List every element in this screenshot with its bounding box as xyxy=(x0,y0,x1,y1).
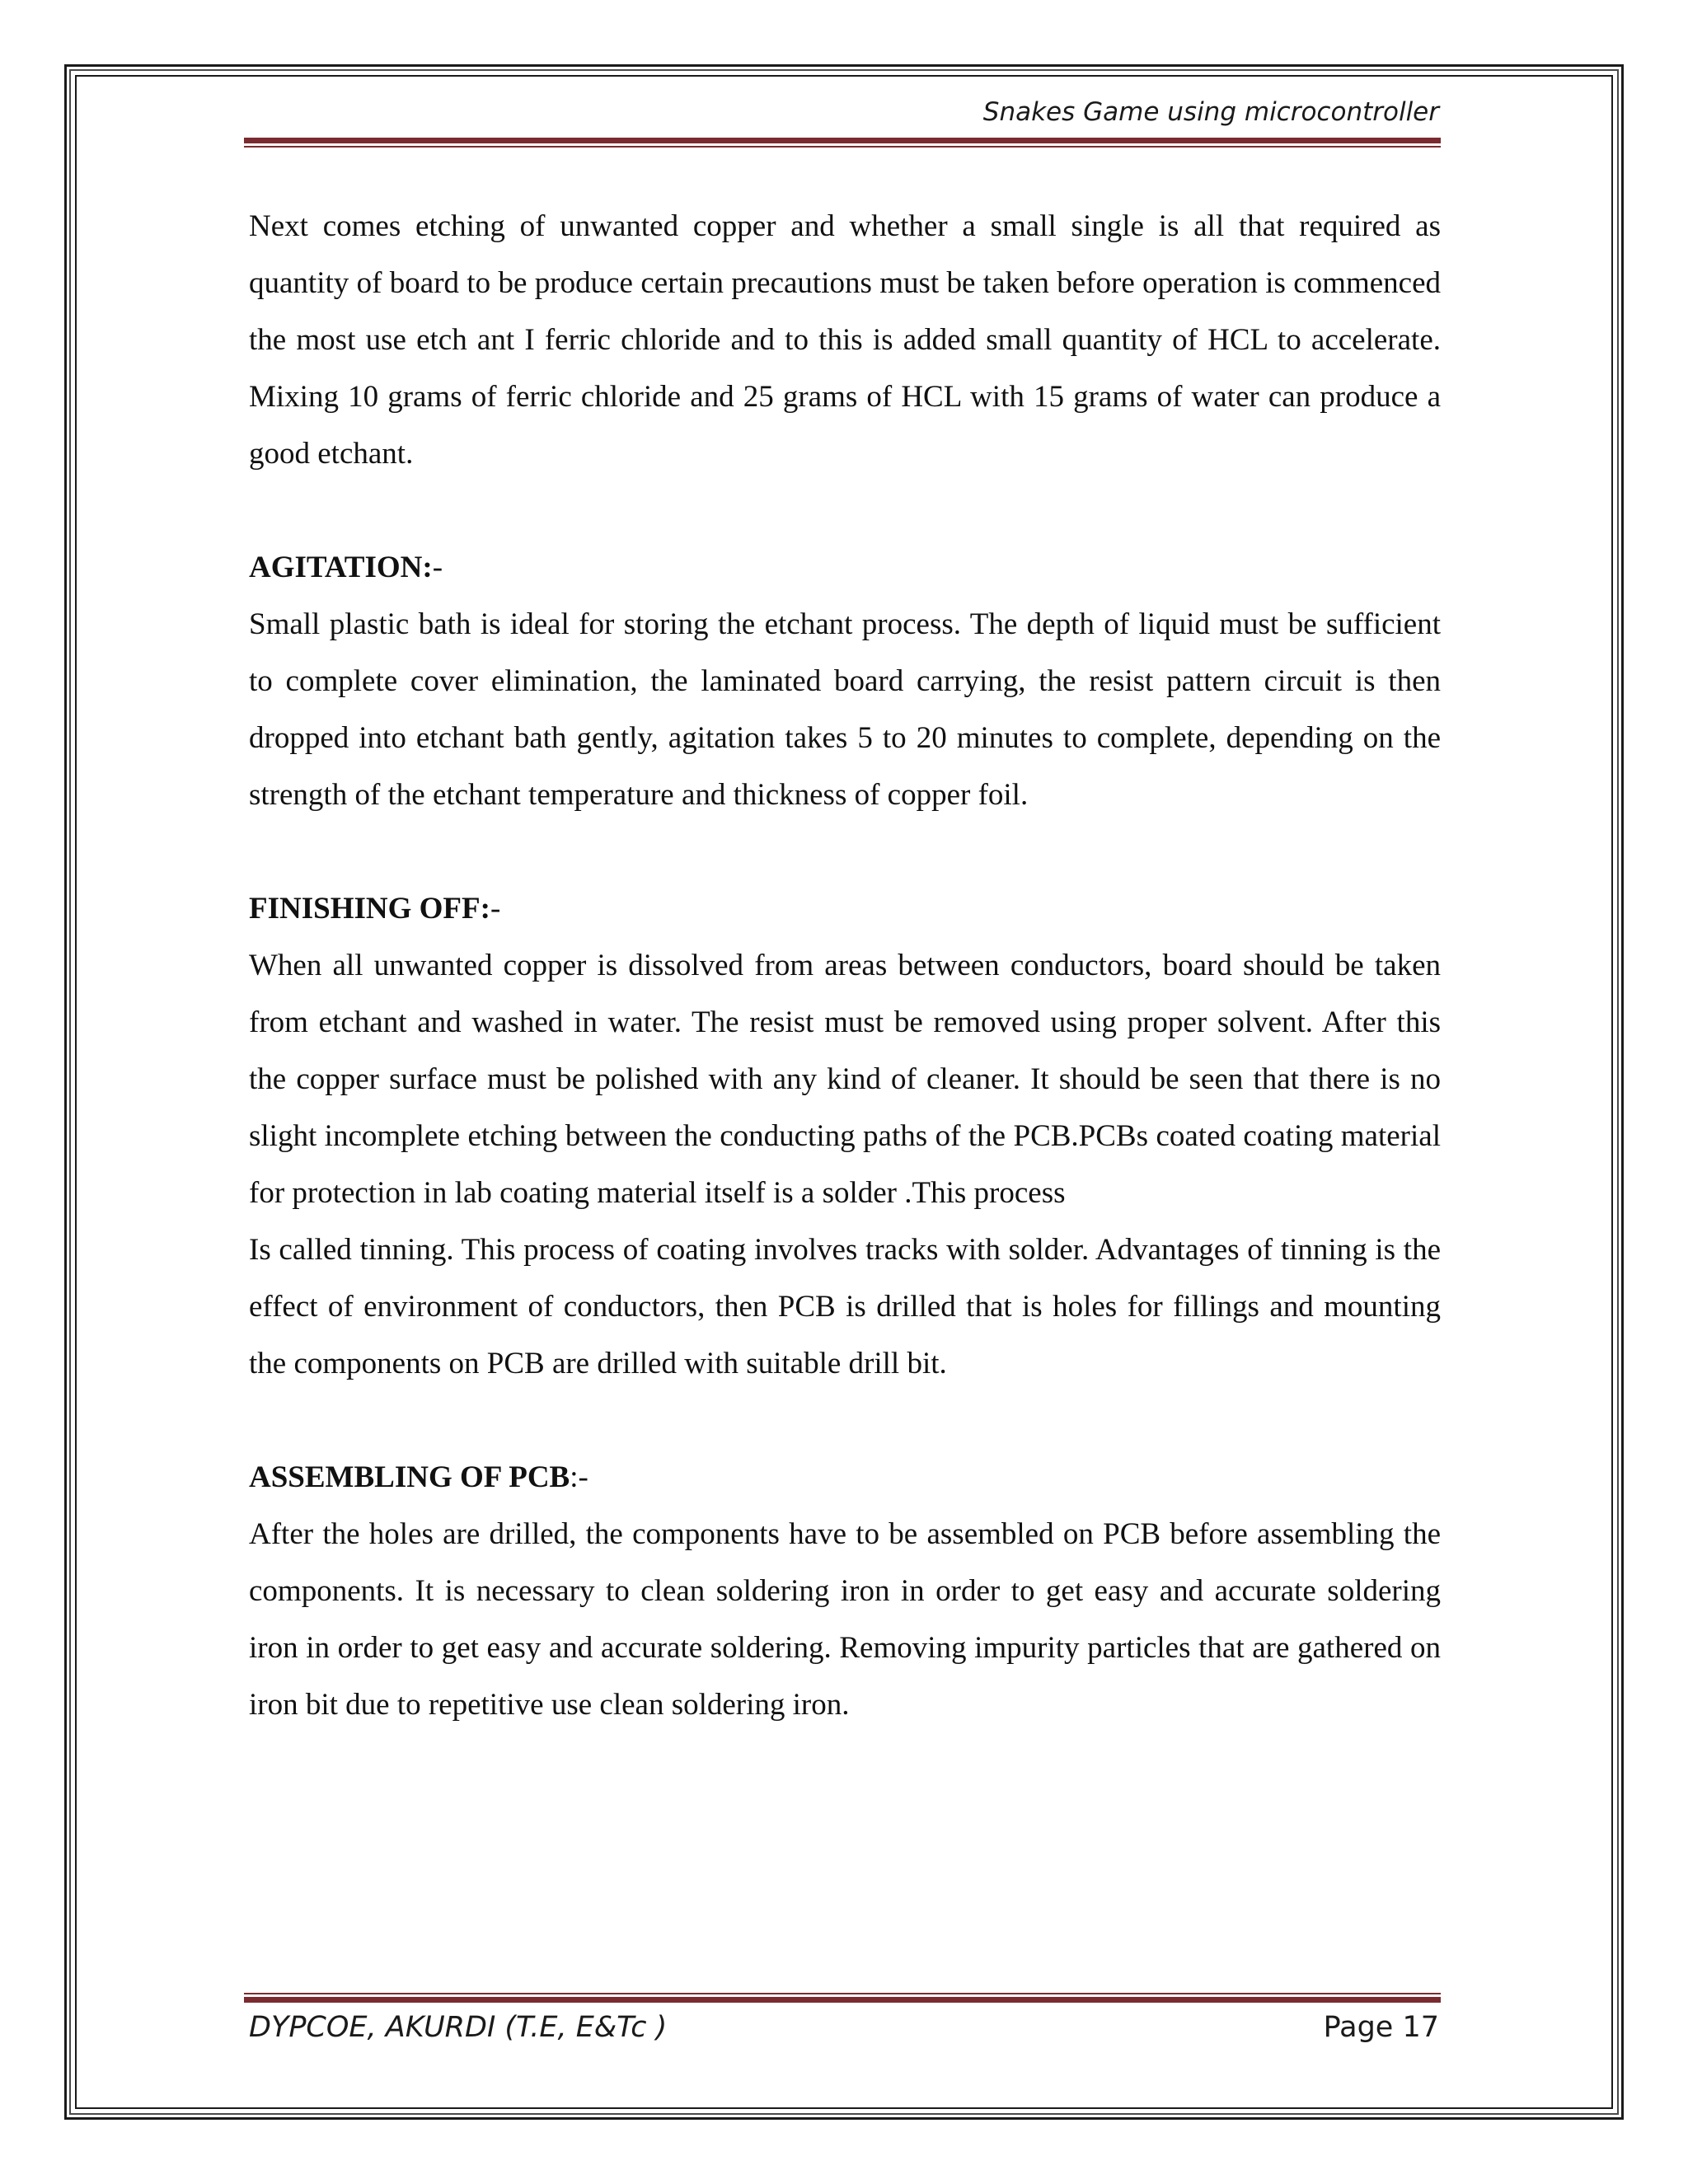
footer-institution: DYPCOE, AKURDI (T.E, E&Tc ) xyxy=(249,2011,668,2044)
section-heading-finishing-off xyxy=(249,880,1441,937)
page-number: Page 17 xyxy=(1323,2011,1439,2044)
intro-paragraph: Next comes etching of unwanted copper and whether a small single is all that required as quantity of board to be produce certain precautions must be taken before operation is commenced the most use etch ant I ferric chloride and to this is added small quantity of HCL to accelerate. Mixing 10 grams of ferric chloride and 25 grams of HCL with 15 grams of water can produce a good etchant. xyxy=(249,209,1441,471)
heading-text: ASSEMBLING OF PCB xyxy=(249,1460,570,1494)
page-content xyxy=(249,198,1441,1733)
assembling-paragraph: After the holes are drilled, the components have to be assembled on PCB before assembling the components. It is necessary to clean soldering iron in order to get easy and accurate soldering iron in order to get easy and accurate soldering. Removing impurity particles that are gathered on iron bit due to repetitive use clean soldering iron. xyxy=(249,1517,1441,1722)
heading-suffix: :- xyxy=(570,1460,588,1494)
heading-text: AGITATION: xyxy=(249,551,433,584)
footer-rule xyxy=(244,1993,1441,2003)
agitation-paragraph: Small plastic bath is ideal for storing the etchant process. The depth of liquid must be sufficient to complete cover elimination, the laminated board carrying, the resist pattern circuit is then dropped into etchant bath gently, agitation takes 5 to 20 minutes to complete, depending on the strength of the etchant temperature and thickness of copper foil. xyxy=(249,607,1441,812)
finishing-off-paragraph-2: Is called tinning. This process of coating involves tracks with solder. Advantages of tinning is the effect of environment of conductors, then PCB is drilled that is holes for fillings and mounting the components on PCB are drilled with suitable drill bit. xyxy=(249,1233,1441,1380)
section-heading-assembling-of-pcb xyxy=(249,1449,1441,1506)
section-heading-agitation xyxy=(249,539,1441,596)
running-header: Snakes Game using microcontroller xyxy=(982,97,1439,127)
finishing-off-paragraph-1: When all unwanted copper is dissolved from areas between conductors, board should be taken from etchant and washed in water. The resist must be removed using proper solvent. After this the copper surface must be polished with any kind of cleaner. It should be seen that there is no slight incomplete etching between the conducting paths of the PCB.PCBs coated coating material for protection in lab coating material itself is a solder .This process xyxy=(249,949,1441,1210)
heading-suffix: - xyxy=(432,551,443,584)
header-rule xyxy=(244,138,1441,148)
heading-suffix: - xyxy=(490,892,501,926)
heading-text: FINISHING OFF: xyxy=(249,892,490,926)
